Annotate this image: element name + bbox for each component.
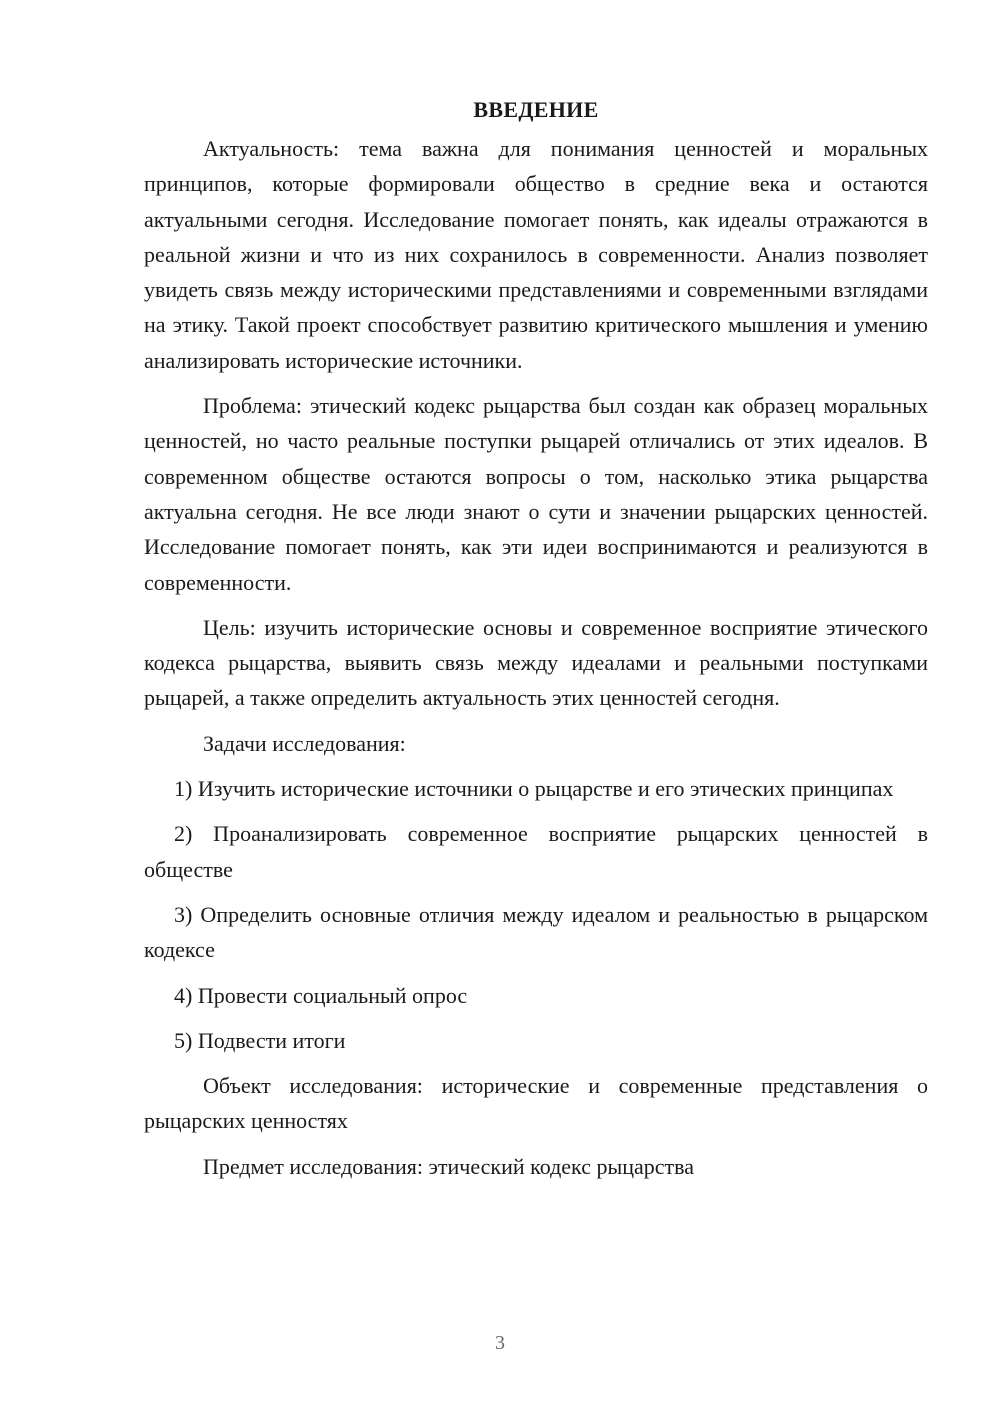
task-item-3: 3) Определить основные отличия между идеалом и реальностью в рыцарском кодексе [144,901,928,963]
task-item-2: 2) Проанализировать современное восприятие рыцарских ценностей в обществе [144,821,928,882]
relevance-paragraph: Актуальность: тема важна для понимания ценностей и моральных принципов, которые формировали общество в средние века и остаются актуальными сегодня. Исследование помогает понять, как идеалы отражаются в реальной жизни и что из них сохранилось в современности. Анализ позволяет увидеть связь между историческими представлениями и современными взглядами на этику. Такой проект способствует развитию критического мышления и умению анализировать исторические источники. [144,136,928,373]
page-number: 3 [495,1332,505,1354]
task-item-4: 4) Провести социальный опрос [174,982,468,1008]
section-heading: ВВЕДЕНИЕ [473,97,599,122]
goal-paragraph: Цель: изучить исторические основы и современное восприятие этического кодекса рыцарства, выявить связь между идеалами и реальными поступками рыцарей, а также определить актуальность этих ценностей сегодня. [144,614,928,711]
object-paragraph: Объект исследования: исторические и современные представления о рыцарских ценностях [144,1073,928,1134]
tasks-intro: Задачи исследования: [203,730,406,756]
task-item-5: 5) Подвести итоги [174,1027,346,1053]
problem-paragraph: Проблема: этический кодекс рыцарства был создан как образец моральных ценностей, но часто реальные поступки рыцарей отличались от этих идеалов. В современном обществе остаются вопросы о том, насколько этика рыцарства актуальна сегодня. Не все люди знают о сути и значении рыцарских ценностей. Исследование помогает понять, как эти идеи воспринимаются и реализуются в современности. [144,393,928,595]
task-item-1: 1) Изучить исторические источники о рыцарстве и его этических принципах [174,776,894,802]
document-page [144,92,928,1184]
subject-paragraph: Предмет исследования: этический кодекс рыцарства [203,1153,695,1179]
